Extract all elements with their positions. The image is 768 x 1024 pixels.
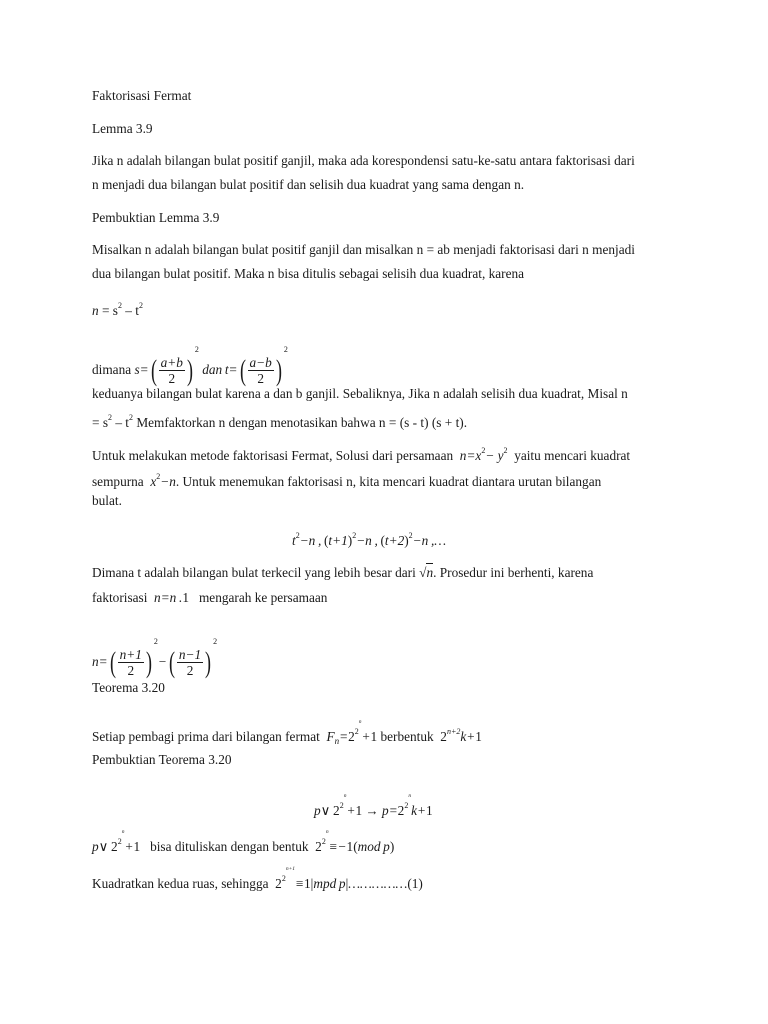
proof-text-line-2: dua bilangan bulat positif. Maka n bisa ditulis sebagai selisih dua kuadrat, karena [92, 266, 525, 281]
lemma-text-line-1: Jika n adalah bilangan bulat positif ganjil, maka ada korespondensi satu-ke-satu antara faktorisasi dari [92, 153, 635, 168]
equation-sequence: $t^2-n$ , $(t+1)^2-n$ , $(t+2)^2-n$ ,… [292, 531, 447, 548]
equation-n-squares: $n = s^2 - t^2$ [92, 301, 143, 318]
equation-s-t-definition: dimana s=( $\frac{a+b}{2}$ )$^2$ dan t=( $\frac{a-b}{2}$ )$^2$ [92, 345, 288, 387]
t-text-line-1: Dimana t adalah bilangan bulat terkecil yang lebih besar dari √n. Prosedur ini berhenti, karena [92, 565, 594, 580]
t-text-line-2: faktorisasi n=n .1 mengarah ke persamaan [92, 590, 328, 605]
lemma-heading: Lemma 3.9 [92, 121, 153, 136]
equation-prime-divisor: p∨ $2^{2^n}+1 \to p=2^{2^n}k+1$ [314, 793, 433, 818]
both-text-line-2: = $s^2 - t^2$ Memfaktorkan n dengan menotasikan bahwa n = (s - t) (s + t). [92, 413, 468, 430]
theorem-text: Setiap pembagi prima dari bilangan fermat $F_n=2^{2^n}+1$ berbentuk $2^{n+2}k+1$ [92, 719, 482, 746]
equation-n-factored: n=( $\frac{n+1}{2}$ )$^2$−( $\frac{n-1}{2}$ )$^2$ [92, 637, 218, 679]
proof-lemma-heading: Pembuktian Lemma 3.9 [92, 210, 220, 225]
theorem-heading: Teorema 3.20 [92, 680, 165, 695]
method-text-line-2: sempurna $x^2-n$. Untuk menemukan faktorisasi n, kita mencari kuadrat diantara urutan bilangan [92, 472, 602, 489]
both-text-line-1: keduanya bilangan bulat karena a dan b ganjil. Sebaliknya, Jika n adalah selisih dua kuadrat, Misal n [92, 386, 628, 401]
method-text-line-1: Untuk melakukan metode faktorisasi Fermat, Solusi dari persamaan $n=x^2- y^2$ yaitu mencari kuadrat [92, 446, 631, 463]
proof-text-line-1: Misalkan n adalah bilangan bulat positif ganjil dan misalkan n = ab menjadi faktorisasi dari n menjadi [92, 242, 635, 257]
proof-theorem-heading: Pembuktian Teorema 3.20 [92, 752, 232, 767]
written-form-line: p∨ $2^{2^n}+1$ bisa dituliskan dengan bentuk $2^{2^n}\equiv-1(mod$ p) [92, 829, 395, 854]
doc-title: Faktorisasi Fermat [92, 88, 192, 103]
method-text-line-3: bulat. [92, 493, 122, 508]
lemma-text-line-2: n menjadi dua bilangan bulat positif dan selisih dua kuadrat yang sama dengan n. [92, 177, 525, 192]
square-both-sides-line: Kuadratkan kedua ruas, sehingga $2^{2^{n+1}}\equiv 1|mpd$ p|……………(1) [92, 866, 423, 891]
